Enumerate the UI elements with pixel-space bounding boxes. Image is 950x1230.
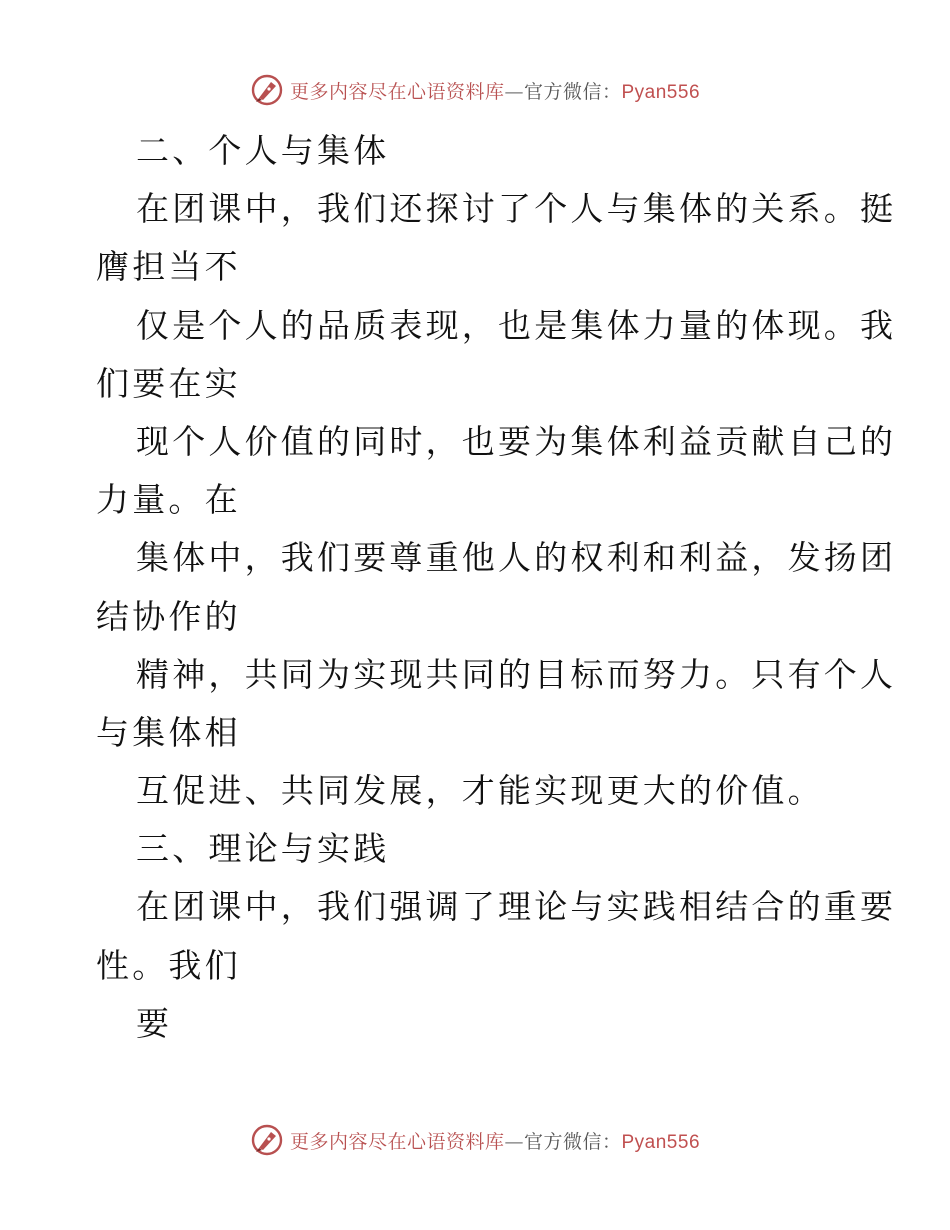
text-line: 二、个人与集体 (136, 131, 390, 170)
header-watermark (0, 70, 950, 110)
watermark-dash: — (504, 1130, 524, 1153)
text-line: 现个人价值的同时，也要为集体利益贡献自己的 (136, 421, 897, 461)
watermark-wechat-id: Pyan556 (621, 81, 701, 103)
watermark-text (290, 1127, 700, 1154)
text-line: 与集体相 (96, 712, 241, 752)
text-line: 要 (136, 1003, 173, 1043)
watermark-text (290, 77, 700, 104)
text-line: 膺担当不 (96, 247, 241, 287)
text-line: 结协作的 (96, 596, 241, 636)
footer-watermark (0, 1120, 950, 1160)
text-line: 们要在实 (96, 363, 241, 403)
watermark-dash: — (504, 80, 524, 103)
pen-nib-circle-icon (250, 1123, 284, 1157)
watermark-brand: 更多内容尽在心语资料库 (289, 80, 505, 103)
watermark-label: 官方微信： (523, 1130, 622, 1153)
watermark-wechat-id: Pyan556 (621, 1131, 701, 1153)
document-body (96, 122, 897, 1053)
text-line: 性。我们 (96, 945, 241, 985)
text-line: 力量。在 (96, 480, 241, 520)
watermark-brand: 更多内容尽在心语资料库 (289, 1130, 505, 1153)
text-line: 在团课中，我们还探讨了个人与集体的关系。挺 (136, 189, 897, 229)
text-line: 仅是个人的品质表现，也是集体力量的体现。我 (136, 305, 897, 345)
text-line: 三、理论与实践 (136, 829, 390, 869)
watermark-label: 官方微信： (523, 80, 622, 103)
pen-nib-circle-icon (250, 73, 284, 107)
text-line: 在团课中，我们强调了理论与实践相结合的重要 (136, 887, 897, 927)
text-line: 互促进、共同发展，才能实现更大的价值。 (136, 771, 824, 811)
text-line: 集体中，我们要尊重他人的权利和利益，发扬团 (136, 538, 897, 578)
text-line: 精神，共同为实现共同的目标而努力。只有个人 (136, 654, 897, 694)
